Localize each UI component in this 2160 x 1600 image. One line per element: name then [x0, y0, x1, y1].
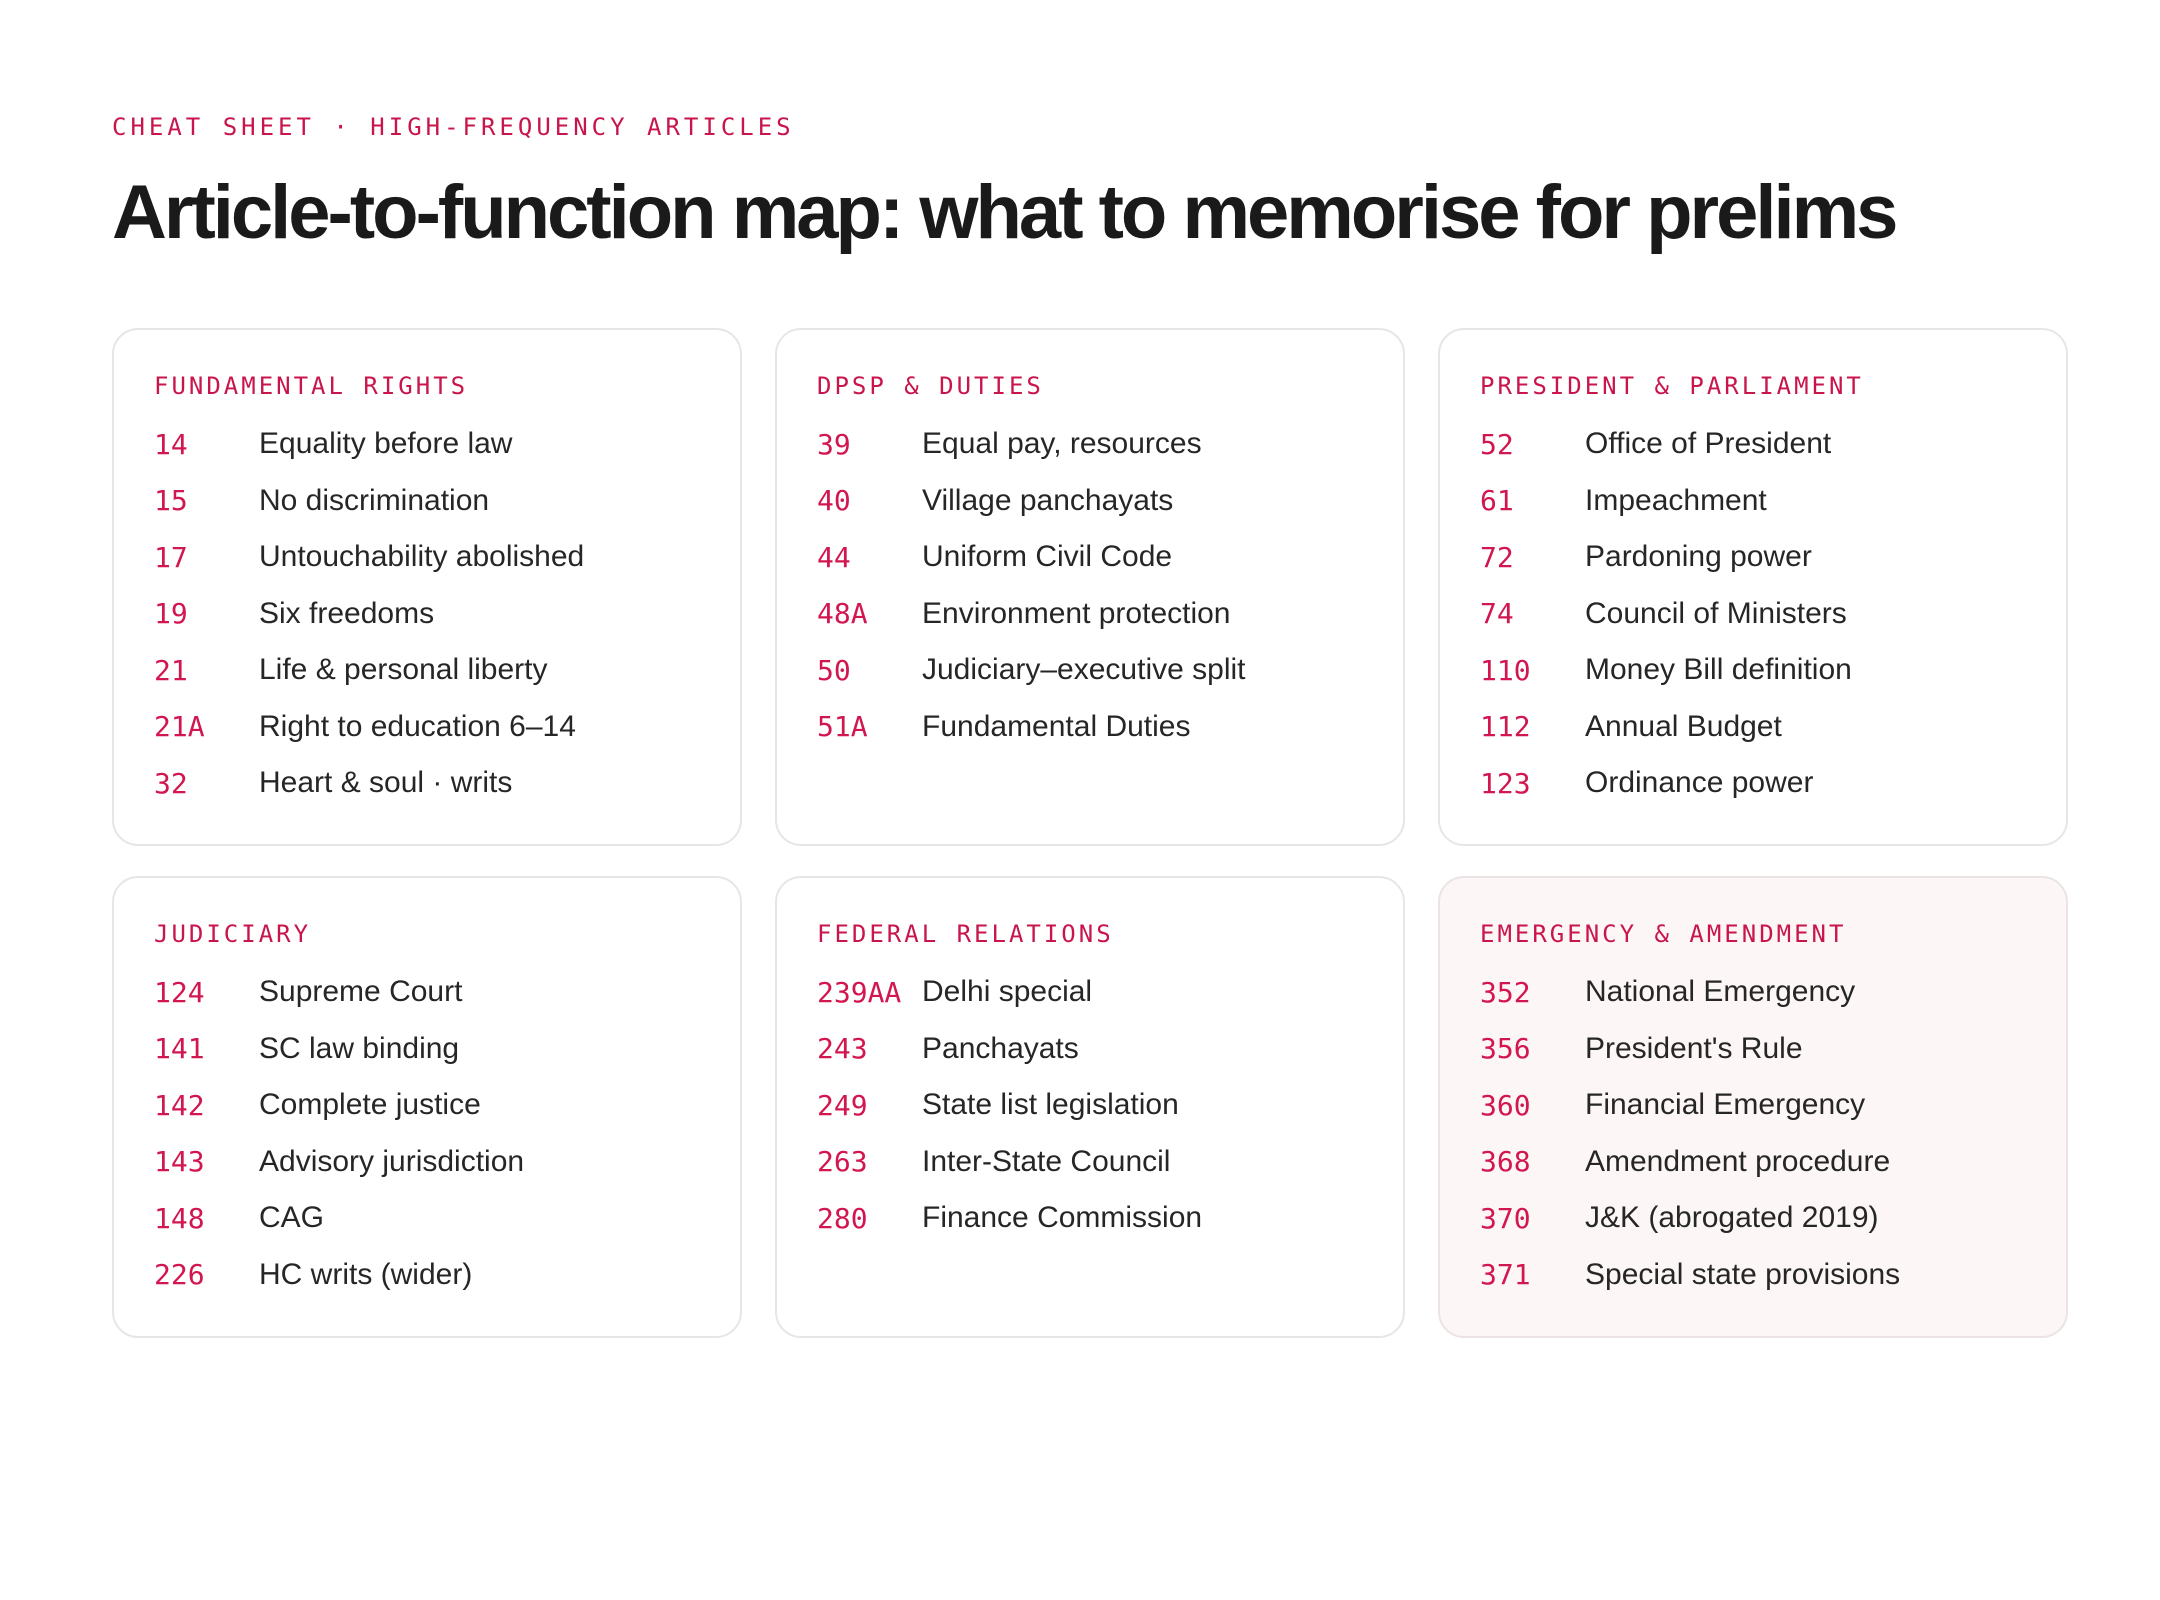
article-number: 17 — [154, 540, 188, 574]
article-row — [1480, 1247, 2066, 1304]
article-number: 21A — [154, 710, 205, 744]
article-function: Six freedoms — [259, 596, 435, 630]
article-row — [817, 529, 1403, 586]
article-function: Impeachment — [1585, 483, 1767, 517]
article-list — [817, 964, 1403, 1247]
article-row — [817, 642, 1403, 699]
article-function: Judiciary–executive split — [922, 653, 1246, 687]
article-number: 370 — [1480, 1201, 1531, 1235]
article-function: Life & personal liberty — [259, 653, 548, 687]
article-function: Heart & soul · writs — [259, 766, 513, 800]
article-number: 124 — [154, 975, 205, 1009]
article-function: Fundamental Duties — [922, 709, 1191, 743]
article-function: Advisory jurisdiction — [259, 1144, 525, 1178]
article-number: 40 — [817, 484, 851, 518]
article-row — [817, 699, 1403, 756]
article-number: 21 — [154, 653, 188, 687]
article-number: 239AA — [817, 975, 902, 1009]
card-title: EMERGENCY & AMENDMENT — [1480, 920, 1847, 948]
article-function: HC writs (wider) — [259, 1257, 473, 1291]
article-row — [1480, 1021, 2066, 1078]
article-card — [1438, 876, 2068, 1338]
article-card — [775, 876, 1405, 1338]
article-number: 74 — [1480, 597, 1514, 631]
article-number: 143 — [154, 1145, 205, 1179]
article-row — [154, 755, 740, 812]
article-row — [817, 1190, 1403, 1247]
article-list — [1480, 964, 2066, 1303]
article-number: 32 — [154, 766, 188, 800]
article-function: Village panchayats — [922, 483, 1174, 517]
article-number: 61 — [1480, 484, 1514, 518]
article-row — [817, 473, 1403, 530]
article-function: Pardoning power — [1585, 540, 1812, 574]
page-title: Article-to-function map: what to memorise for prelims — [112, 170, 1896, 255]
article-function: Inter-State Council — [922, 1144, 1171, 1178]
article-function: Finance Commission — [922, 1201, 1203, 1235]
article-function: Equality before law — [259, 427, 513, 461]
article-card — [112, 876, 742, 1338]
article-number: 15 — [154, 484, 188, 518]
article-row — [1480, 699, 2066, 756]
article-function: Council of Ministers — [1585, 596, 1847, 630]
article-row — [154, 473, 740, 530]
article-function: Equal pay, resources — [922, 427, 1202, 461]
article-number: 148 — [154, 1201, 205, 1235]
article-function: Untouchability abolished — [259, 540, 585, 574]
card-title: DPSP & DUTIES — [817, 372, 1044, 400]
article-row — [154, 1247, 740, 1304]
article-number: 112 — [1480, 710, 1531, 744]
article-row — [1480, 642, 2066, 699]
article-number: 352 — [1480, 975, 1531, 1009]
article-function: Panchayats — [922, 1031, 1079, 1065]
article-row — [817, 416, 1403, 473]
article-row — [154, 1021, 740, 1078]
cheat-sheet-page — [112, 110, 2068, 1292]
article-function: Financial Emergency — [1585, 1088, 1866, 1122]
article-function: Annual Budget — [1585, 709, 1782, 743]
article-row — [817, 1021, 1403, 1078]
article-row — [1480, 416, 2066, 473]
article-number: 360 — [1480, 1088, 1531, 1122]
article-number: 44 — [817, 540, 851, 574]
article-number: 50 — [817, 653, 851, 687]
article-function: Environment protection — [922, 596, 1231, 630]
article-number: 356 — [1480, 1032, 1531, 1066]
article-number: 243 — [817, 1032, 868, 1066]
card-title: JUDICIARY — [154, 920, 312, 948]
article-function: Office of President — [1585, 427, 1832, 461]
eyebrow-label: CHEAT SHEET · HIGH-FREQUENCY ARTICLES — [112, 113, 795, 141]
article-number: 123 — [1480, 766, 1531, 800]
article-function: J&K (abrogated 2019) — [1585, 1201, 1879, 1235]
article-number: 280 — [817, 1201, 868, 1235]
article-row — [1480, 529, 2066, 586]
article-number: 14 — [154, 427, 188, 461]
article-row — [154, 964, 740, 1021]
article-row — [1480, 964, 2066, 1021]
article-row — [154, 586, 740, 643]
article-function: Amendment procedure — [1585, 1144, 1891, 1178]
article-function: Uniform Civil Code — [922, 540, 1173, 574]
article-number: 142 — [154, 1088, 205, 1122]
article-row — [817, 586, 1403, 643]
article-row — [1480, 1190, 2066, 1247]
card-title: FUNDAMENTAL RIGHTS — [154, 372, 469, 400]
article-row — [154, 699, 740, 756]
article-list — [817, 416, 1403, 755]
article-row — [1480, 1077, 2066, 1134]
article-function: CAG — [259, 1201, 325, 1235]
article-row — [817, 1134, 1403, 1191]
article-number: 39 — [817, 427, 851, 461]
article-row — [1480, 473, 2066, 530]
article-number: 249 — [817, 1088, 868, 1122]
article-card — [112, 328, 742, 846]
article-row — [1480, 1134, 2066, 1191]
article-row — [817, 964, 1403, 1021]
article-function: No discrimination — [259, 483, 490, 517]
article-function: Supreme Court — [259, 975, 463, 1009]
article-row — [154, 416, 740, 473]
article-number: 52 — [1480, 427, 1514, 461]
article-function: State list legislation — [922, 1088, 1179, 1122]
article-function: National Emergency — [1585, 975, 1856, 1009]
article-row — [154, 529, 740, 586]
card-title: FEDERAL RELATIONS — [817, 920, 1114, 948]
article-number: 368 — [1480, 1145, 1531, 1179]
article-function: Special state provisions — [1585, 1257, 1901, 1291]
article-list — [154, 964, 740, 1303]
article-row — [1480, 755, 2066, 812]
article-number: 226 — [154, 1258, 205, 1292]
article-list — [154, 416, 740, 812]
article-function: Ordinance power — [1585, 766, 1814, 800]
article-list — [1480, 416, 2066, 812]
article-function: Money Bill definition — [1585, 653, 1852, 687]
article-number: 141 — [154, 1032, 205, 1066]
article-number: 51A — [817, 710, 868, 744]
article-number: 371 — [1480, 1258, 1531, 1292]
article-function: SC law binding — [259, 1031, 460, 1065]
article-function: Right to education 6–14 — [259, 709, 576, 743]
article-number: 110 — [1480, 653, 1531, 687]
article-row — [154, 642, 740, 699]
article-function: Complete justice — [259, 1088, 481, 1122]
card-title: PRESIDENT & PARLIAMENT — [1480, 372, 1864, 400]
article-card — [1438, 328, 2068, 846]
article-row — [154, 1190, 740, 1247]
article-number: 19 — [154, 597, 188, 631]
article-number: 263 — [817, 1145, 868, 1179]
article-card-grid — [112, 328, 2068, 1338]
article-function: President's Rule — [1585, 1031, 1803, 1065]
article-card — [775, 328, 1405, 846]
article-row — [1480, 586, 2066, 643]
article-row — [817, 1077, 1403, 1134]
article-number: 72 — [1480, 540, 1514, 574]
article-number: 48A — [817, 597, 868, 631]
article-row — [154, 1134, 740, 1191]
article-row — [154, 1077, 740, 1134]
article-function: Delhi special — [922, 975, 1093, 1009]
